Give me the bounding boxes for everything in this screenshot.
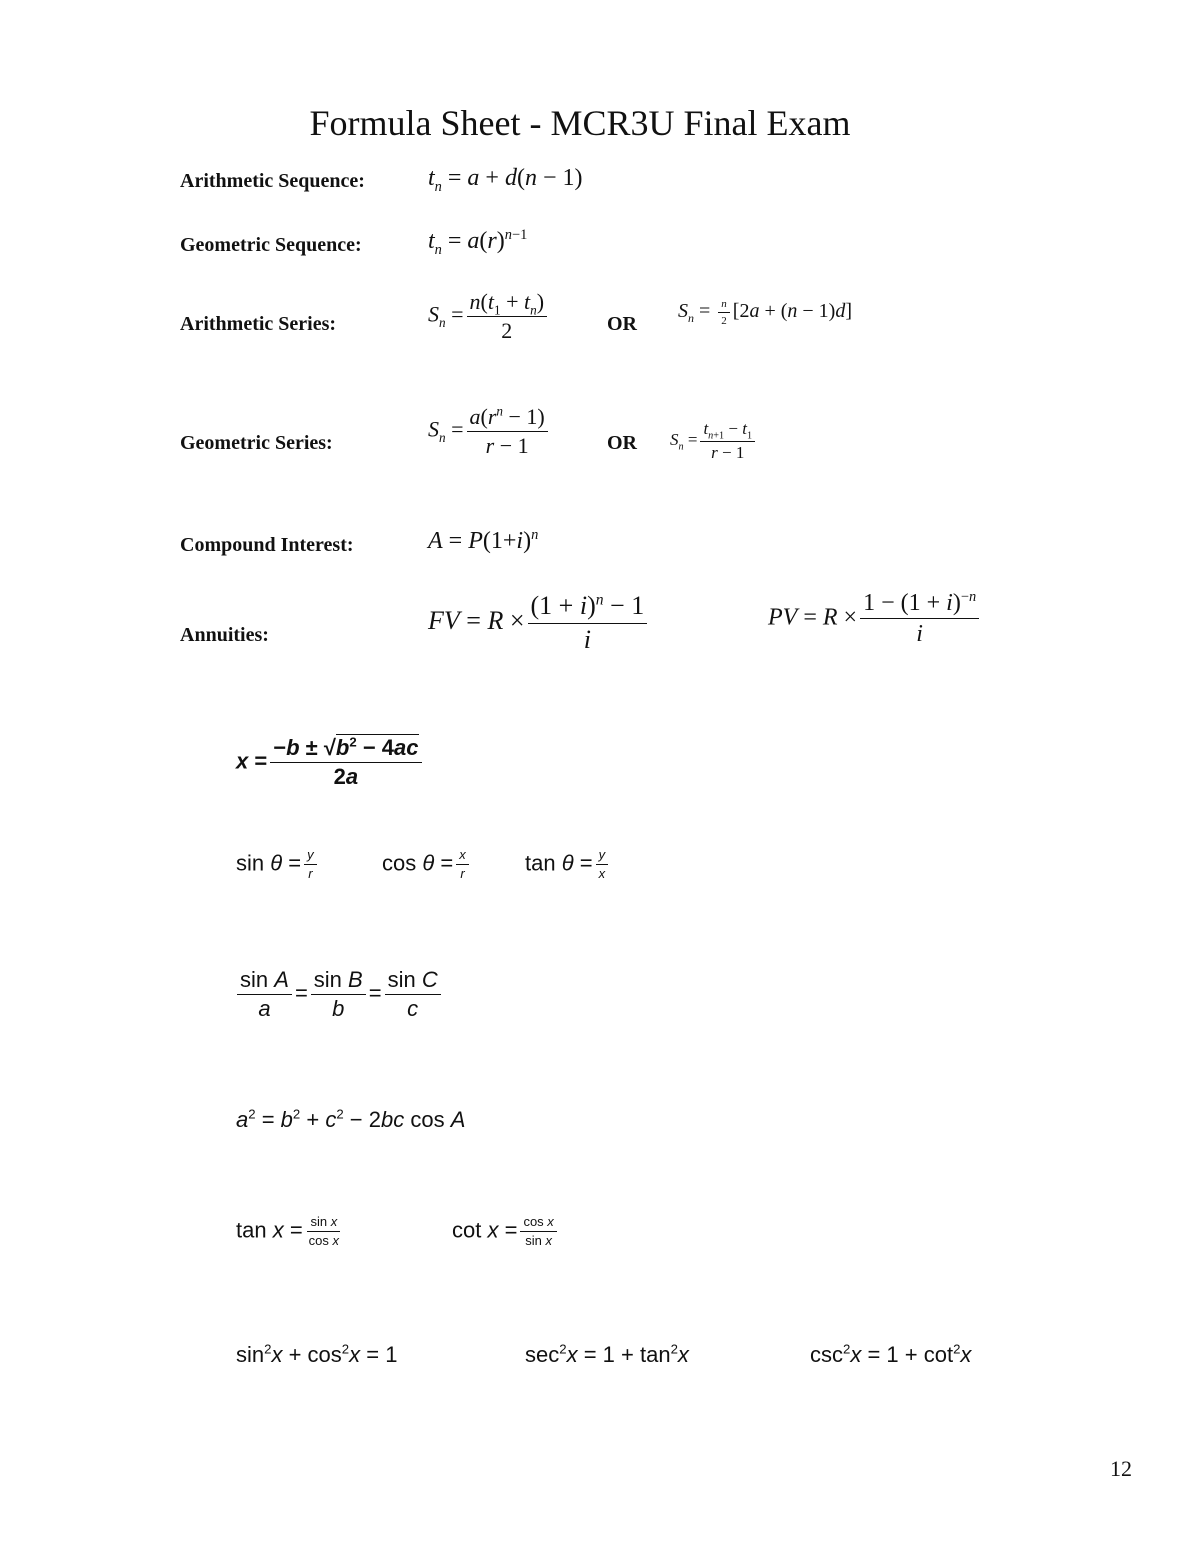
formula-pythagorean-identity: $\sin^2x + \cos^2x = 1$ <box>236 1341 398 1367</box>
page-title: Formula Sheet - MCR3U Final Exam <box>309 103 851 143</box>
formula-tangent-identity: tan x = $\frac{\text{sin x}}{\text{cos x}}$ <box>236 1214 340 1249</box>
formula-geometric-sequence: $t_n = a(r)^{n-1}$ <box>428 227 528 258</box>
formula-secant-identity: $\sec^2x = 1 + \tan^2x$ <box>525 1341 689 1367</box>
formula-future-value: FV = R × $\frac{(1 + i)^n - 1}{i}$ <box>428 592 650 654</box>
label-arithmetic-sequence: Arithmetic Sequence: <box>180 170 365 192</box>
formula-arithmetic-sequence: $t_n = a + d(n - 1)$ <box>428 165 583 195</box>
formula-cosecant-identity: $\csc^2x = 1 + \cot^2x$ <box>810 1341 972 1367</box>
formula-geometric-series-2: $S_n$ = $\frac{t_{n+1} - t_1}{r - 1}$ <box>670 420 758 462</box>
label-geometric-sequence: Geometric Sequence: <box>180 234 362 256</box>
formula-geometric-series-1: $S_n$ = $\frac{a(r^n - 1)}{r - 1}$ <box>428 405 551 458</box>
label-compound-interest: Compound Interest: <box>180 534 354 556</box>
formula-arithmetic-series-1: $S_n$ = $\frac{n(t_1 + t_n)}{2}$ <box>428 290 550 343</box>
formula-quadratic: x = $\frac{-b \pm √b^2 - 4ac}{2a}$ <box>236 736 425 789</box>
label-arithmetic-series: Arithmetic Series: <box>180 313 337 335</box>
or-geometric-series: OR <box>607 432 637 454</box>
formula-sine-law: $\frac{\text{sin A}}{a}$ = $\frac{\text{sin B}}{b}$ = $\frac{\text{sin C}}{c}$ <box>234 968 444 1021</box>
label-annuities: Annuities: <box>180 624 269 646</box>
formula-cosine-ratio: cos θ = $\frac{x}{r}$ <box>382 848 472 882</box>
formula-cosine-law: $a^2 = b^2 + c^2 - 2bc$ cos A <box>236 1106 466 1132</box>
formula-cotangent-identity: cot x = $\frac{\text{cos x}}{\text{sin x}}$ <box>452 1215 560 1249</box>
formula-sine-ratio: sin θ = $\frac{y}{r}$ <box>236 848 320 882</box>
formula-compound-interest: $A = P(1+i)^n$ <box>428 527 539 554</box>
or-arithmetic-series: OR <box>607 313 637 335</box>
label-geometric-series: Geometric Series: <box>180 432 333 454</box>
formula-tangent-ratio: tan θ = $\frac{y}{x}$ <box>525 848 611 882</box>
formula-present-value: PV = R × $\frac{1 - (1 + i)^{-n}}{i}$ <box>768 590 982 648</box>
formula-arithmetic-series-2: $S_n$ = $\frac{n}{2}$ [2a + (n − 1)d] <box>678 298 853 328</box>
page-number: 12 <box>1110 1456 1132 1481</box>
